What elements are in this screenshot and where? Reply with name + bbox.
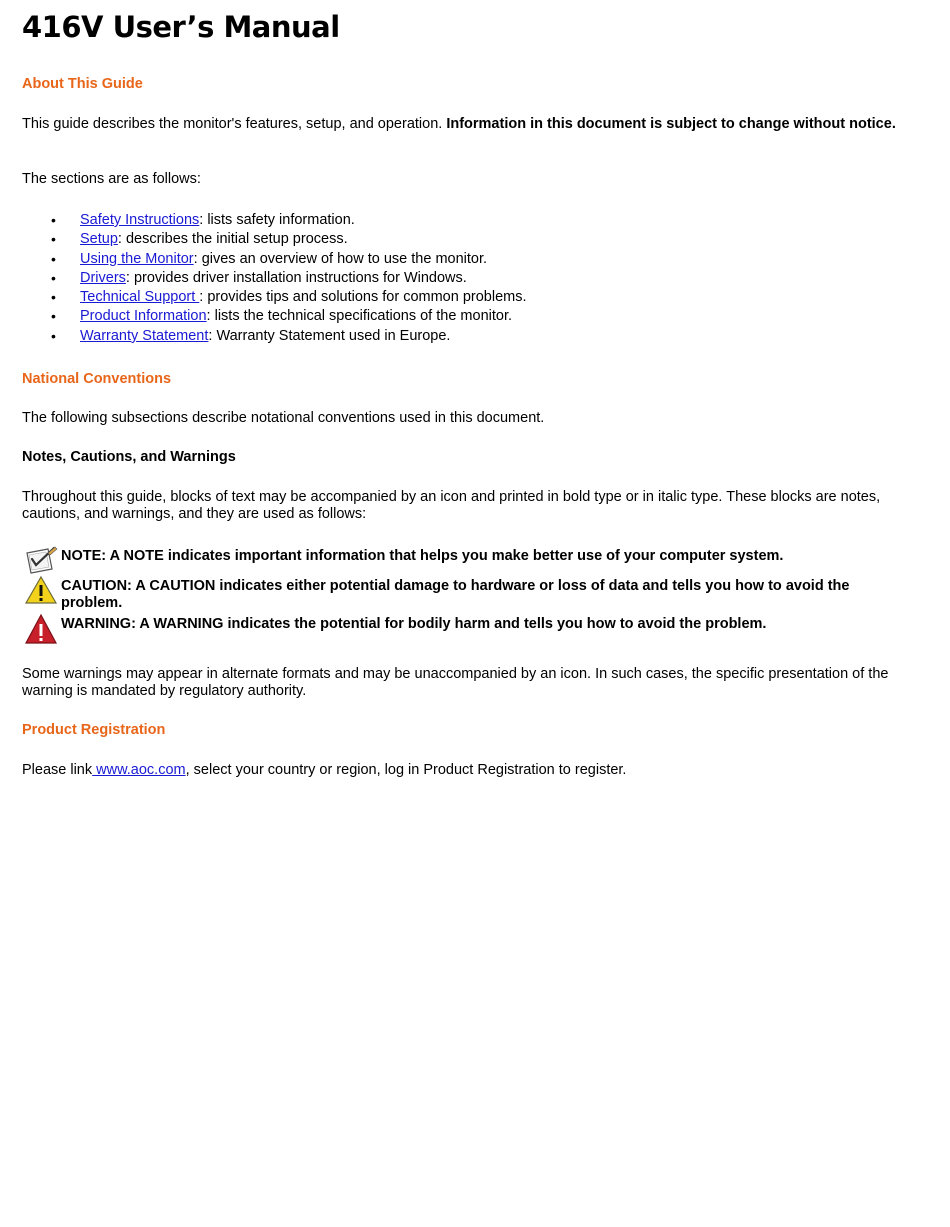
list-item-product-info: [22, 307, 527, 326]
list-item-text: : Warranty Statement used in Europe.: [208, 327, 451, 344]
bullet: •: [51, 250, 56, 267]
conventions-body: Throughout this guide, blocks of text may be accompanied by an icon and printed in bold type or in italic type. These blocks are notes, cautions, and warnings, and they are used as follows:: [22, 489, 881, 522]
list-item-text: : lists the technical specifications of the monitor.: [206, 308, 513, 325]
drivers-link[interactable]: Drivers: [80, 269, 126, 286]
warranty-statement-link[interactable]: Warranty Statement: [80, 327, 209, 344]
about-intro-plain: This guide describes the monitor's features, setup, and operation.: [22, 116, 447, 132]
warning-text: WARNING: A WARNING indicates the potential for bodily harm and tells you how to avoid the problem.: [61, 616, 767, 632]
list-item-text: : describes the initial setup process.: [117, 231, 348, 248]
bullet: •: [51, 308, 56, 325]
bullet: •: [51, 289, 56, 306]
list-item-warranty: [22, 327, 527, 346]
about-heading: About This Guide: [22, 76, 143, 92]
list-item-setup: [22, 230, 527, 249]
caution-text: CAUTION: A CAUTION indicates either potential damage to hardware or loss of data and tells you how to avoid the problem.: [61, 578, 850, 611]
bullet: •: [51, 212, 56, 228]
conventions-heading: National Conventions: [22, 371, 172, 387]
list-item-technical-support: [22, 288, 527, 307]
caution-triangle-icon: [24, 575, 58, 605]
aoc-website-link[interactable]: www.aoc.com: [92, 762, 186, 778]
bullet: •: [51, 231, 56, 248]
list-item-text: : provides driver installation instructions for Windows.: [125, 269, 467, 286]
using-the-monitor-link[interactable]: Using the Monitor: [80, 250, 194, 267]
note-pencil-icon: [24, 545, 58, 575]
registration-after: , select your country or region, log in Product Registration to register.: [185, 762, 627, 778]
list-item-using-monitor: [22, 250, 527, 269]
technical-support-link[interactable]: Technical Support: [80, 289, 200, 306]
registration-heading: Product Registration: [22, 722, 166, 738]
note-text: NOTE: A NOTE indicates important information that helps you make better use of your computer system.: [61, 548, 784, 564]
safety-instructions-link[interactable]: Safety Instructions: [80, 212, 200, 228]
warning-block: [22, 613, 902, 645]
note-block: [22, 545, 902, 575]
conventions-intro: The following subsections describe notational conventions used in this document.: [22, 410, 545, 426]
warnings-footer: Some warnings may appear in alternate formats and may be unaccompanied by an icon. In such cases, the specific presentation of the warning is mandated by regulatory authority.: [22, 666, 889, 699]
bullet: •: [51, 269, 56, 286]
sections-list: [22, 211, 527, 346]
caution-block: [22, 575, 902, 611]
list-item-text: : provides tips and solutions for common problems.: [199, 289, 527, 306]
registration-before: Please link: [22, 762, 93, 778]
bullet: •: [51, 327, 56, 344]
document-title: 416V User’s Manual: [22, 10, 340, 44]
notes-subheading: Notes, Cautions, and Warnings: [22, 449, 236, 465]
setup-link[interactable]: Setup: [80, 231, 118, 248]
product-information-link[interactable]: Product Information: [80, 308, 207, 325]
list-item-text: : gives an overview of how to use the monitor.: [193, 250, 488, 267]
about-intro: [22, 116, 902, 133]
about-intro-bold: Information in this document is subject to change without notice.: [446, 116, 896, 132]
warning-triangle-icon: [24, 613, 58, 643]
sections-intro: The sections are as follows:: [22, 171, 201, 187]
registration-text: [22, 762, 902, 779]
list-item-text: : lists safety information.: [199, 212, 355, 228]
list-item-drivers: [22, 269, 527, 288]
list-item-safety: [22, 211, 527, 230]
